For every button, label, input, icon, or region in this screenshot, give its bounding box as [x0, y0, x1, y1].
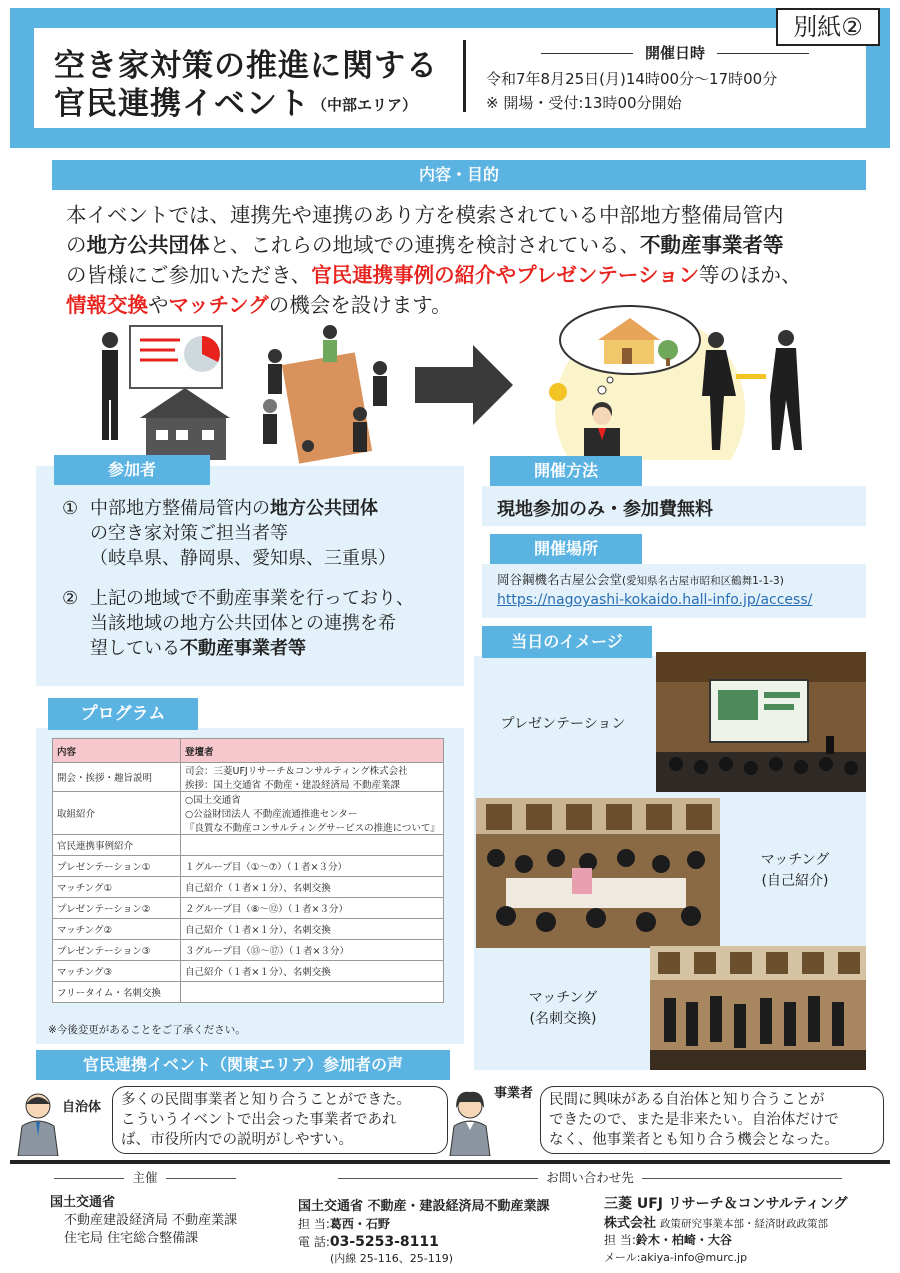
table-row [53, 792, 444, 835]
page-title-line2: 官民連携イベント [54, 86, 310, 122]
contact1-phone [298, 1234, 439, 1251]
voice-bubble-municipality [112, 1086, 448, 1154]
text-span: や [148, 293, 169, 317]
bubble-line: できたので、また是非来たい。自治体だけで [549, 1112, 839, 1128]
contact-heading: お問い合わせ先 [300, 1168, 880, 1186]
text-span-red: 官民連携事例の紹介やプレゼンテーション [311, 263, 700, 287]
label: 担 当: [604, 1233, 636, 1247]
bubble-line: こういうイベントで出会った事業者であれ [121, 1112, 397, 1128]
caption-line: マッチング [528, 990, 598, 1006]
email-address: akiya-info@murc.jp [640, 1251, 748, 1264]
text-span: の空き家対策ご担当者等 [90, 523, 288, 544]
table-cell: プレゼンテーション③ [53, 940, 181, 961]
caption-line: (自己紹介) [761, 873, 829, 889]
program-note: ※今後変更があることをご了承ください。 [48, 1024, 246, 1036]
method-text: 現地参加のみ・参加費無料 [497, 499, 713, 520]
item-number: ② [62, 588, 79, 609]
participant-item [62, 586, 452, 661]
table-cell: マッチング② [53, 919, 181, 940]
contact1-org: 国土交通省 不動産・建設経済局不動産業課 [298, 1199, 550, 1214]
table-cell: ２グループ目（⑧～⑫）（１者×３分） [181, 898, 444, 919]
contact1-extension: (内線 25-116、25-119) [330, 1252, 454, 1265]
table-cell: プレゼンテーション① [53, 856, 181, 877]
caption-card-exchange [488, 988, 638, 1030]
purpose-line3 [66, 260, 856, 290]
text-span: の皆様にご参加いただき、 [66, 263, 312, 287]
table-header-row [53, 739, 444, 763]
area-label: （中部エリア） [312, 96, 418, 114]
text-span: （岐阜県、静岡県、愛知県、三重県） [90, 548, 396, 569]
phone-number: 03-5253-8111 [329, 1234, 439, 1250]
table-cell [181, 763, 444, 792]
text-span: の機会を設けます。 [268, 293, 452, 317]
table-cell: 官民連携事例紹介 [53, 835, 181, 856]
table-cell: プレゼンテーション② [53, 898, 181, 919]
table-row [53, 877, 444, 898]
label: メール: [604, 1251, 641, 1264]
cell-line: ○国土交通省 [185, 795, 241, 806]
venue-heading: 開催場所 [490, 534, 642, 564]
table-row [53, 856, 444, 877]
contact2-org: 三菱 UFJ リサーチ＆コンサルティング [604, 1196, 848, 1212]
table-row [53, 898, 444, 919]
table-row [53, 982, 444, 1003]
host-org: 国土交通省 [50, 1195, 116, 1210]
voice-tag-business: 事業者 [494, 1086, 534, 1101]
text-span-bold: 地方公共団体 [270, 498, 378, 519]
cell-line: 挨拶：国土交通省 不動産・建設経済局 不動産業課 [185, 780, 401, 791]
value: 株式会社 [604, 1216, 657, 1231]
method-heading: 開催方法 [490, 456, 642, 486]
host-dept: 不動産建設経済局 不動産業課 [64, 1213, 238, 1228]
venue-address: (愛知県名古屋市昭和区鶴舞1-1-3) [622, 575, 784, 587]
table-cell [181, 835, 444, 856]
text-span: 等のほか、 [699, 263, 802, 287]
value: 葛西・石野 [329, 1217, 390, 1231]
table-row [53, 961, 444, 982]
participants-heading: 参加者 [54, 455, 210, 485]
table-row [53, 919, 444, 940]
text-span: 上記の地域で不動産事業を行っており、 [90, 588, 414, 609]
venue-name [497, 570, 784, 588]
table-cell [181, 982, 444, 1003]
voices-heading: 官民連携イベント（関東エリア）参加者の声 [36, 1050, 450, 1080]
venue-link[interactable]: https://nagoyashi-kokaido.hall-info.jp/access/ [497, 592, 813, 608]
page-title-line1: 空き家対策の推進に関する [54, 48, 438, 84]
program-table [52, 738, 444, 1003]
meeting-illustration [90, 318, 390, 468]
table-cell: 自己紹介（１者×１分）、名刺交換 [181, 961, 444, 982]
label: 電 話: [298, 1235, 330, 1249]
purpose-line2 [66, 230, 856, 260]
host-dept: 住宅局 住宅総合整備課 [64, 1231, 199, 1246]
annex-tag: 別紙② [776, 8, 880, 46]
self-introduction-photo [476, 798, 720, 948]
cell-line: 司会：三菱UFJリサーチ＆コンサルティング株式会社 [185, 766, 408, 777]
value: 鈴木・柏崎・大谷 [635, 1233, 732, 1247]
voice-tag-municipality: 自治体 [62, 1100, 102, 1115]
column-header: 登壇者 [181, 739, 444, 763]
purpose-heading: 内容・目的 [52, 160, 866, 190]
column-header: 内容 [53, 739, 181, 763]
venue-name-text: 岡谷鋼機名古屋公会堂 [497, 572, 623, 587]
table-cell: マッチング① [53, 877, 181, 898]
dept: 政策研究事業本部・経済財政政策部 [660, 1218, 828, 1230]
title-divider [463, 40, 466, 112]
contact2-org-line2 [604, 1214, 828, 1233]
text-span-red: 情報交換 [66, 293, 148, 317]
table-cell [181, 792, 444, 835]
date-line2: ※ 開場・受付:13時00分開始 [486, 94, 682, 112]
table-cell: 取組紹介 [53, 792, 181, 835]
text-span-bold: 不動産事業者等 [180, 638, 306, 659]
images-heading: 当日のイメージ [482, 626, 652, 658]
table-row [53, 940, 444, 961]
text-span: 望している [90, 638, 180, 659]
text-span: と、これらの地域での連携を検討されている、 [209, 233, 640, 257]
item-number: ① [62, 498, 79, 519]
bubble-line: 多くの民間事業者と知り合うことができた。 [121, 1092, 411, 1108]
text-line [62, 636, 452, 661]
table-cell: 開会・挨拶・趣旨説明 [53, 763, 181, 792]
footer-divider [10, 1160, 890, 1164]
bubble-line: ば、市役所内での説明がしやすい。 [121, 1132, 353, 1148]
table-cell: フリータイム・名刺交換 [53, 982, 181, 1003]
contact1-person [298, 1216, 390, 1233]
voice-bubble-business [540, 1086, 884, 1154]
table-cell: １グループ目（①～⑦）（１者×３分） [181, 856, 444, 877]
label: 担 当: [298, 1217, 330, 1231]
date-line1: 令和7年8月25日(月)14時00分～17時00分 [486, 70, 778, 88]
text-span: 中部地方整備局管内の [90, 498, 270, 519]
caption-presentation: プレゼンテーション [500, 716, 626, 732]
text-span-bold: 不動産事業者等 [640, 233, 784, 257]
text-span: 当該地域の地方公共団体との連携を希 [90, 613, 396, 634]
text-span: の [66, 233, 87, 257]
table-cell: 自己紹介（１者×１分）、名刺交換 [181, 919, 444, 940]
host-heading: 主催 [30, 1168, 260, 1186]
participant-item [62, 496, 452, 571]
presentation-photo [656, 652, 866, 792]
handshake-illustration [540, 300, 840, 460]
caption-line: マッチング [760, 852, 830, 868]
purpose-line1: 本イベントでは、連携先や連携のあり方を模索されている中部地方整備局管内 [66, 203, 784, 227]
program-heading: プログラム [48, 698, 198, 730]
date-heading: 開催日時 [485, 42, 865, 63]
business-card-exchange-photo [650, 946, 866, 1070]
text-span-bold: 地方公共団体 [86, 233, 210, 257]
cell-line: ○公益財団法人 不動産流通推進センター [185, 809, 358, 820]
bubble-line: なく、他事業者とも知り合う機会となった。 [549, 1132, 839, 1148]
cell-line: 『良質な不動産コンサルティングサービスの推進について』 [185, 823, 440, 834]
table-cell: ３グループ目（⑬～⑰）（１者×３分） [181, 940, 444, 961]
official-avatar-icon [14, 1086, 62, 1156]
text-span-red: マッチング [168, 293, 269, 317]
table-cell: 自己紹介（１者×１分）、名刺交換 [181, 877, 444, 898]
table-cell: マッチング③ [53, 961, 181, 982]
business-avatar-icon [446, 1086, 494, 1156]
caption-self-introduction [730, 850, 860, 892]
table-row [53, 763, 444, 792]
bubble-line: 民間に興味がある自治体と知り合うことが [549, 1092, 825, 1108]
contact2-person [604, 1232, 732, 1249]
arrow-right-icon [415, 345, 515, 425]
contact2-email [604, 1249, 747, 1266]
table-row [53, 835, 444, 856]
caption-line: (名刺交換) [529, 1011, 597, 1027]
